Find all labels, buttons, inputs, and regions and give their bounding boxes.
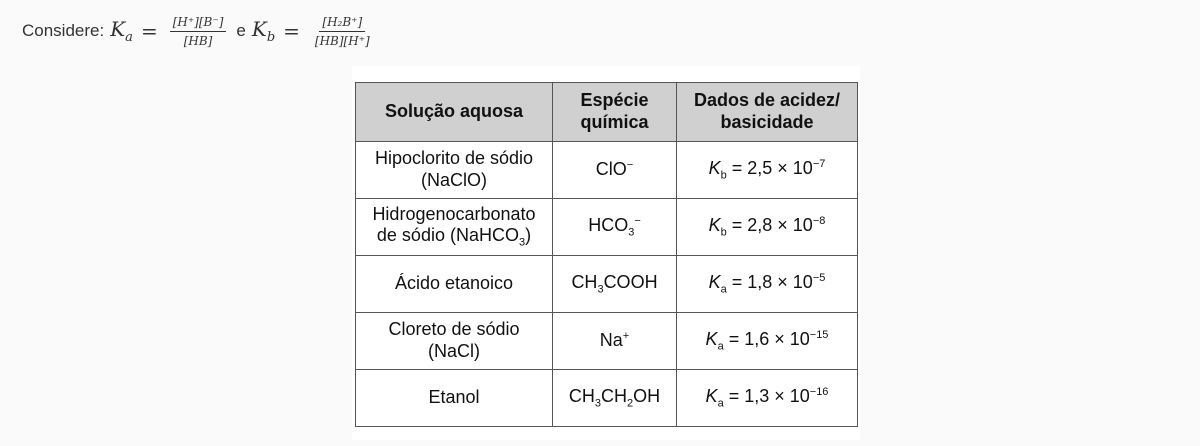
cell-solution: Etanol bbox=[356, 370, 553, 427]
cell-constant: $K_b = 2,5 \times 10^{-7}$ bbox=[677, 142, 858, 199]
ka-numerator: [H⁺][B⁻] bbox=[170, 15, 227, 32]
kb-numerator: [H₂B⁺] bbox=[319, 15, 365, 32]
table-image bbox=[352, 66, 860, 440]
cell-species: ClO− bbox=[553, 142, 677, 199]
cell-solution: Hidrogenocarbonato de sódio (NaHCO$_3$) bbox=[356, 199, 553, 256]
cell-constant: $K_b = 2,8 \times 10^{-8}$ bbox=[677, 199, 858, 256]
header-solution: Solução aquosa bbox=[356, 83, 553, 142]
header-species: Espécie química bbox=[553, 83, 677, 142]
cell-constant: $K_a = 1,8 \times 10^{-5}$ bbox=[677, 256, 858, 313]
equals-sign: = bbox=[140, 19, 158, 43]
table-header-row bbox=[356, 83, 858, 142]
table-row bbox=[356, 256, 858, 313]
table-row bbox=[356, 142, 858, 199]
kb-denominator: [HB][H⁺] bbox=[314, 33, 370, 48]
cell-constant: $K_a = 1,3 \times 10^{-16}$ bbox=[677, 370, 858, 427]
ka-symbol: $K_a$ bbox=[110, 17, 133, 45]
cell-solution: Cloreto de sódio (NaCl) bbox=[356, 313, 553, 370]
ka-denominator: [HB] bbox=[183, 33, 213, 48]
acidity-table bbox=[355, 82, 858, 427]
header-data: Dados de acidez/ basicidade bbox=[677, 83, 858, 142]
cell-constant: $K_a = 1,6 \times 10^{-15}$ bbox=[677, 313, 858, 370]
cell-species: $HCO_3^-$ bbox=[553, 199, 677, 256]
kb-fraction bbox=[312, 15, 373, 48]
cell-species: $CH_3COOH$ bbox=[553, 256, 677, 313]
connector-word: e bbox=[236, 21, 246, 40]
cell-species: $CH_3CH_2OH$ bbox=[553, 370, 677, 427]
intro-formula bbox=[22, 8, 377, 54]
table-row bbox=[356, 199, 858, 256]
cell-species: Na+ bbox=[553, 313, 677, 370]
cell-solution: Hipoclorito de sódio (NaClO) bbox=[356, 142, 553, 199]
table-row bbox=[356, 370, 858, 427]
table-row bbox=[356, 313, 858, 370]
equals-sign: = bbox=[283, 19, 300, 43]
intro-prefix: Considere: bbox=[22, 21, 105, 40]
cell-solution: Ácido etanoico bbox=[356, 256, 553, 313]
ka-fraction bbox=[170, 15, 227, 48]
kb-symbol: $K_b$ bbox=[251, 17, 276, 45]
